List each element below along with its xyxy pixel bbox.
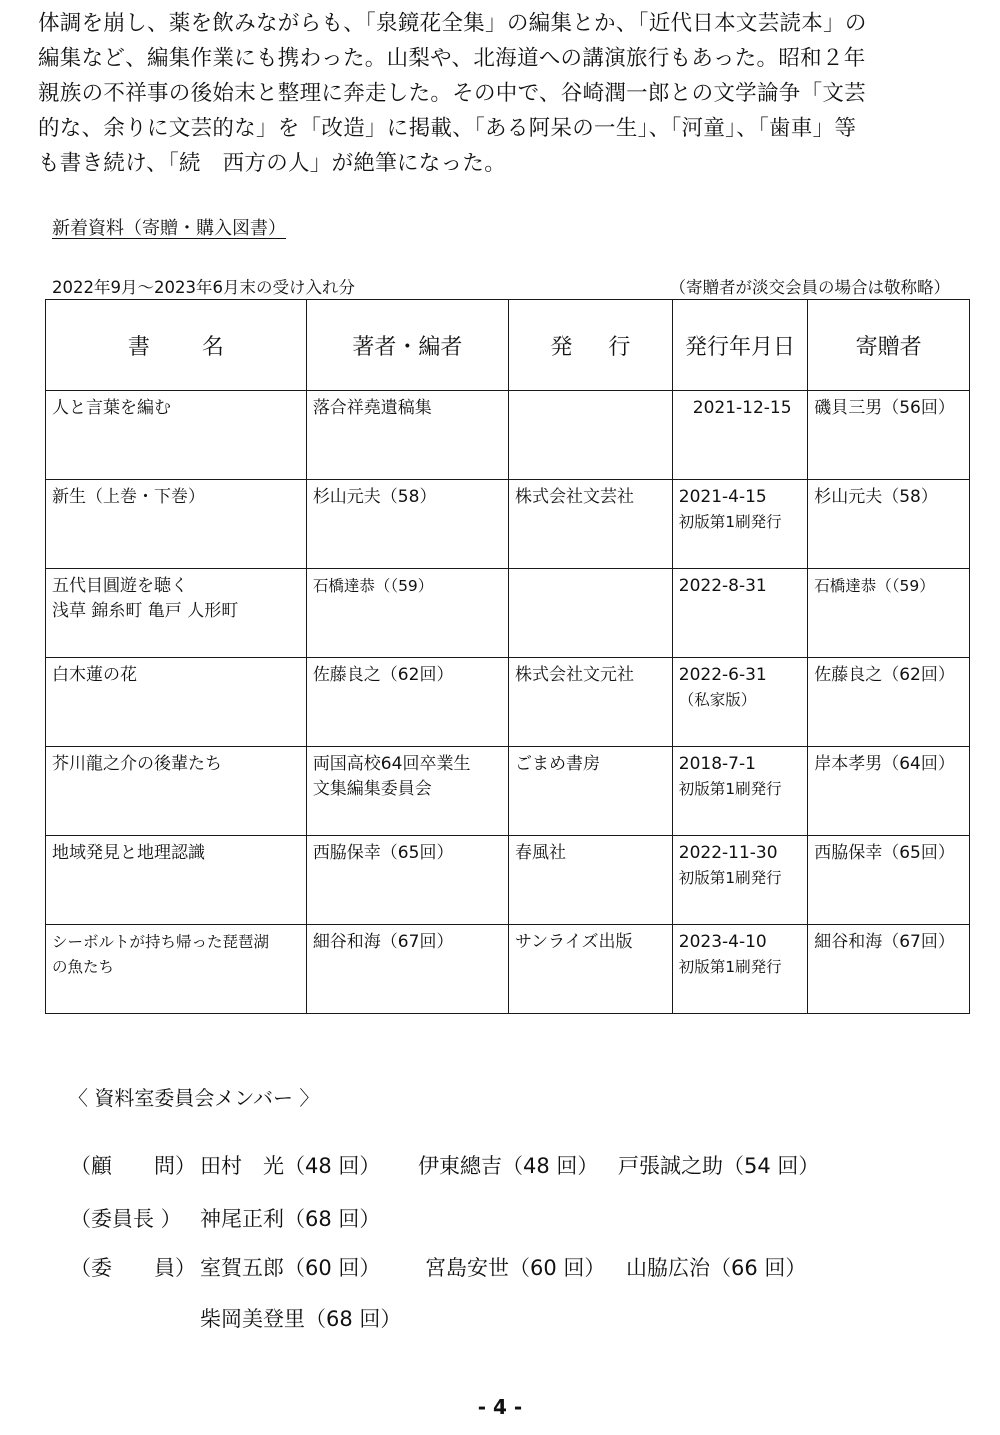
intro-paragraph: [38, 6, 973, 181]
cell-date: 2018-7-1 初版第1刷発行: [672, 747, 807, 836]
cell-publisher: 株式会社文元社: [509, 658, 673, 747]
advisor-name: 戸張誠之助（54 回）: [618, 1154, 820, 1178]
cell-date: 2022-6-31 （私家版）: [672, 658, 807, 747]
cell-donor: 西脇保幸（65回）: [808, 836, 970, 925]
table-header-row: [46, 300, 970, 391]
cell-donor: 岸本孝男（64回）: [808, 747, 970, 836]
cell-donor: 細谷和海（67回）: [808, 925, 970, 1014]
paragraph-line: 編集など、編集作業にも携わった。山梨や、北海道への講演旅行もあった。昭和２年: [38, 46, 866, 71]
advisor-name: 伊東總吉（48 回）: [418, 1154, 599, 1178]
table-row: [46, 480, 970, 569]
cell-author: 細谷和海（67回）: [306, 925, 508, 1014]
acquisition-period: 2022年9月～2023年6月末の受け入れ分: [52, 278, 355, 297]
cell-author: 両国高校64回卒業生 文集編集委員会: [306, 747, 508, 836]
cell-date: 2022-8-31: [672, 569, 807, 658]
cell-date: 2023-4-10 初版第1刷発行: [672, 925, 807, 1014]
cell-donor: 石橋達恭（（59）: [808, 569, 970, 658]
table-row: [46, 569, 970, 658]
member-name: 柴岡美登里（68 回）: [200, 1307, 402, 1331]
cell-title: 芥川龍之介の後輩たち: [46, 747, 307, 836]
cell-title: 五代目圓遊を聴く 浅草 錦糸町 亀戸 人形町: [46, 569, 307, 658]
table-row: [46, 658, 970, 747]
advisors-label: （顧 問）: [70, 1154, 196, 1178]
cell-date: 2022-11-30 初版第1刷発行: [672, 836, 807, 925]
cell-publisher: ごまめ書房: [509, 747, 673, 836]
paragraph-line: 親族の不祥事の後始末と整理に奔走した。その中で、谷崎潤一郎との文学論争「文芸: [38, 81, 866, 106]
cell-date: 2021-4-15 初版第1刷発行: [672, 480, 807, 569]
cell-publisher: [509, 391, 673, 480]
cell-author: 杉山元夫（58）: [306, 480, 508, 569]
cell-title: 人と言葉を編む: [46, 391, 307, 480]
cell-author: 落合祥堯遺稿集: [306, 391, 508, 480]
committee-heading: 〈 資料室委員会メンバー 〉: [68, 1086, 320, 1110]
cell-donor: 杉山元夫（58）: [808, 480, 970, 569]
cell-author: 石橋達恭（（59）: [306, 569, 508, 658]
table-row: [46, 836, 970, 925]
cell-title: 白木蓮の花: [46, 658, 307, 747]
cell-donor: 佐藤良之（62回）: [808, 658, 970, 747]
cell-publisher: 株式会社文芸社: [509, 480, 673, 569]
chair-label: （委員長 ）: [70, 1207, 182, 1231]
cell-author: 佐藤良之（62回）: [306, 658, 508, 747]
table-row: [46, 391, 970, 480]
cell-author: 西脇保幸（65回）: [306, 836, 508, 925]
header-date: 発行年月日: [672, 300, 807, 391]
honorific-note: （寄贈者が淡交会員の場合は敬称略）: [669, 278, 950, 297]
cell-publisher: [509, 569, 673, 658]
header-title: 書名: [46, 300, 307, 391]
cell-publisher: サンライズ出版: [509, 925, 673, 1014]
paragraph-line: 体調を崩し、薬を飲みながらも、「泉鏡花全集」の編集とか、「近代日本文芸読本」の: [38, 11, 867, 36]
paragraph-line: 的な、余りに文芸的な」を「改造」に掲載、「ある阿呆の一生」、「河童」、「歯車」等: [38, 116, 857, 141]
member-name: 室賀五郎（60 回）: [200, 1256, 381, 1280]
member-name: 山脇広治（66 回）: [626, 1256, 807, 1280]
members-label: （委 員）: [70, 1256, 196, 1280]
table-row: [46, 925, 970, 1014]
member-name: 宮島安世（60 回）: [425, 1256, 606, 1280]
section-heading: 新着資料（寄贈・購入図書）: [52, 218, 286, 239]
paragraph-line: も書き続け、「続 西方の人」が絶筆になった。: [38, 151, 506, 176]
cell-title: シーボルトが持ち帰った琵琶湖 の魚たち: [46, 925, 307, 1014]
header-author: 著者・編者: [306, 300, 508, 391]
header-publisher: 発行: [509, 300, 673, 391]
cell-publisher: 春風社: [509, 836, 673, 925]
header-donor: 寄贈者: [808, 300, 970, 391]
new-materials-table: [45, 299, 970, 1014]
cell-donor: 磯貝三男（56回）: [808, 391, 970, 480]
cell-date: 2021-12-15: [672, 391, 807, 480]
advisor-name: 田村 光（48 回）: [200, 1154, 381, 1178]
page-number: - 4 -: [477, 1395, 523, 1419]
cell-title: 地域発見と地理認識: [46, 836, 307, 925]
cell-title: 新生（上巻・下巻）: [46, 480, 307, 569]
table-row: [46, 747, 970, 836]
chair-name: 神尾正利（68 回）: [200, 1207, 381, 1231]
